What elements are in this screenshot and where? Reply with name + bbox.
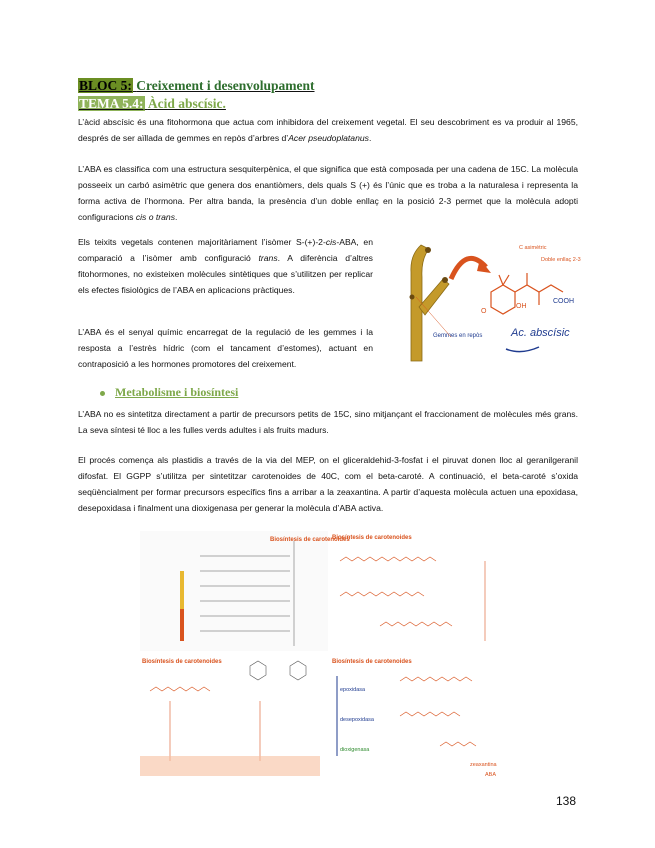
bloc-tag: BLOC 5: <box>79 78 132 93</box>
branch-image <box>419 279 449 315</box>
section-title: Metabolisme i biosíntesi <box>115 385 239 399</box>
molecule-label: ABA <box>485 772 497 778</box>
bud-icon <box>410 295 415 300</box>
tema-tag: TEMA 5.4: <box>79 96 144 111</box>
tema-heading <box>78 96 226 111</box>
panel-title: Biosíntesis de carotenoides <box>270 537 350 543</box>
panel-aba-route <box>140 659 320 776</box>
bloc-title: Creixement i desenvolupament <box>136 78 315 93</box>
paragraph-text: . <box>368 133 372 143</box>
panel-title: Biosíntesis de carotenoides <box>332 659 412 665</box>
paragraph-discovery <box>78 114 578 146</box>
molecule-label: zeaxantina <box>470 762 497 768</box>
italic-term: cis <box>135 212 147 222</box>
paragraph-text: . A diferència d’altres fitohormones, no existeixen molècules sintètiques que s’utilitzen per replicar els efectes fisiològics de l’ABA en aplicacions pràctiques. <box>78 253 373 295</box>
bud-icon <box>425 247 431 253</box>
aba-name-label: Ac. abscísic <box>511 327 570 339</box>
paragraph-structure <box>78 161 578 225</box>
italic-term: o <box>146 212 156 222</box>
paragraph-text: -ABA, en comparació a l’isòmer amb configuració <box>78 237 373 263</box>
buds-label: Gemmes en repòs <box>433 333 483 339</box>
italic-term: trans <box>258 253 278 263</box>
panel-pathway-overview <box>140 531 350 651</box>
bloc-heading <box>78 78 315 93</box>
aba-molecule <box>491 273 563 314</box>
blue-arrow-icon <box>506 347 539 352</box>
paragraph-text: . <box>175 212 178 222</box>
enzyme-label: dioxigenasa <box>340 747 370 753</box>
species-name: Acer pseudoplatanus <box>288 133 369 143</box>
panel-enzymes <box>332 659 498 778</box>
page-number: 138 <box>556 794 577 808</box>
enzyme-label: desepoxidasa <box>340 717 374 723</box>
cooh-label: COOH <box>553 298 574 305</box>
tema-title: Àcid abscísic. <box>147 96 226 111</box>
paragraph-synthesis-site: L’ABA no es sintetitza directament a partir de precursors petits de 15C, sino mitjançant el fraccionament de molècules més grans. La seva síntesi té lloc a les fulles verds adultes i als fruits madurs. <box>78 409 578 435</box>
oh-label: OH <box>516 303 527 310</box>
double-bond-label: Doble enllaç 2-3 <box>541 257 581 263</box>
paragraph-isomers <box>78 234 373 298</box>
panel-title: Biosíntesis de carotenoides <box>142 659 222 665</box>
panel-carotenoids <box>332 535 485 641</box>
oxygen-label: O <box>481 308 487 315</box>
panel-title: Biosíntesis de carotenoides <box>332 535 412 541</box>
italic-term: cis <box>325 237 337 247</box>
bud-icon <box>442 277 448 283</box>
paragraph-pathway: El procés comença als plastidis a través de la via del MEP, on el gliceraldehid-3-fosfat i el piruvat donen lloc al geranilgeranil difosfat. El GGPP s’utilitza per sintetitzar carotenoides de 40C, com el beta-caroté. A continuació, el beta-caroté s’oxida seqüèncialment per formar precursors específics fins a arribar a la zeaxantina. A partir d’aquesta molècula actuen una epoxidasa, desepoxidasa i finalment una dioxigenasa per generar la molècula d’ABA activa. <box>78 455 578 513</box>
enzyme-label: epoxidasa <box>340 687 366 693</box>
bullet-icon <box>100 391 105 396</box>
biosynthesis-figure <box>140 531 525 780</box>
paragraph-text: L’ABA es classifica com una estructura sesquiterpènica, el que significa que està composada per una cadena de 15C. La molècula posseeix un carbó asimètric que genera dos enantiòmers, dels quals S (+) és l’únic que es troba a la naturalesa i representa la forma activa de l’hormona. Per altra banda, la presència d’un doble enllaç en la posició 2-3 permet que la molècula adopti configuracions <box>78 164 578 222</box>
paragraph-signal: L’ABA és el senyal químic encarregat de la regulació de les gemmes i la resposta a l’estrès hídric (com el tancament d’estomes), actuant en contraposició a les hormones promotores del creixement. <box>78 327 373 369</box>
italic-term: trans <box>155 212 175 222</box>
paragraph-text: Els teixits vegetals contenen majoritàriament l’isòmer S-(+)-2- <box>78 237 326 247</box>
aba-structure-figure <box>381 237 581 362</box>
paragraph-text: L’àcid abscísic és una fitohormona que actua com inhibidora del creixement vegetal. El seu descobriment es va produir al 1965, després de ser aïllada de gemmes en repòs d’arbres d’ <box>78 117 578 143</box>
asymmetric-carbon-label: C asimètric <box>519 245 547 251</box>
section-heading <box>100 385 238 400</box>
